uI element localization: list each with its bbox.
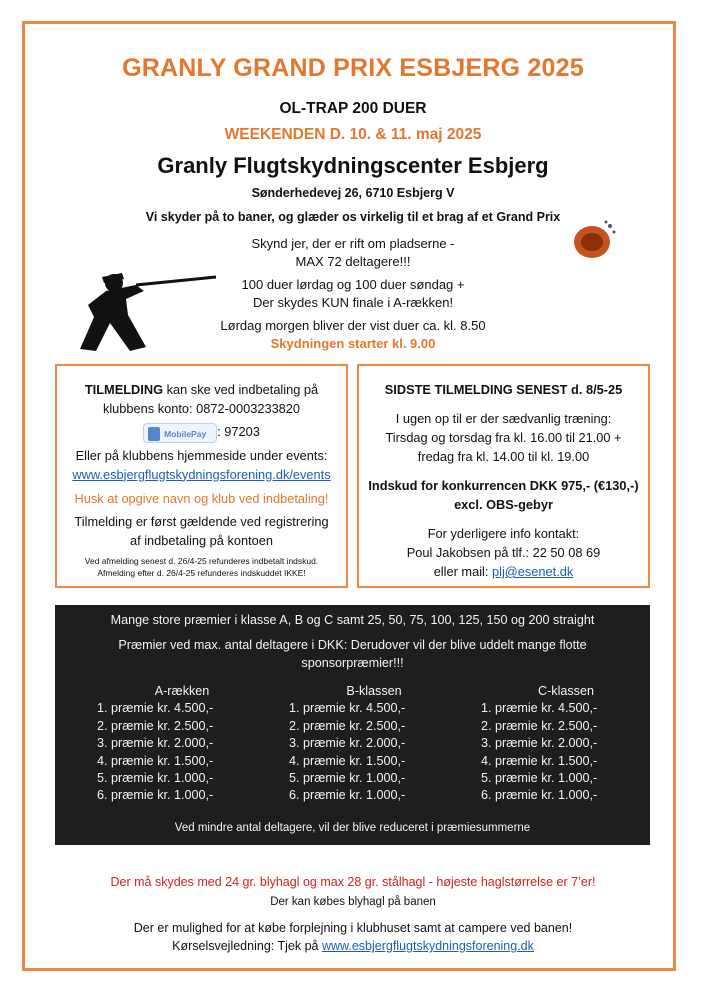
deadline-heading: SIDSTE TILMELDING SENEST d. 8/5-25 xyxy=(384,382,623,397)
training-line-2: Tirsdag og torsdag fra kl. 16.00 til 21.00 + xyxy=(385,430,622,445)
tagline: Vi skyder på to baner, og glæder os virkelig til et brag af et Grand Prix xyxy=(145,210,561,224)
mobilepay-logo xyxy=(143,423,217,443)
registration-line-1 xyxy=(57,380,346,399)
registration-text: kan ske ved indbetaling på xyxy=(163,382,319,397)
prize-row: 1. præmie kr. 4.500,- xyxy=(289,701,406,716)
prize-column-heading: B-klassen xyxy=(346,684,402,698)
intro-line-2: MAX 72 deltagere!!! xyxy=(295,254,411,269)
start-time: Skydningen starter kl. 9.00 xyxy=(270,336,436,351)
prize-row: 6. præmie kr. 1.000,- xyxy=(481,788,598,803)
prize-row: 3. præmie kr. 2.000,- xyxy=(289,736,406,751)
prize-row: 4. præmie kr. 1.500,- xyxy=(289,753,406,768)
registration-box xyxy=(55,364,348,588)
mobilepay-number: : 97203 xyxy=(217,424,260,439)
prize-row: 3. præmie kr. 2.000,- xyxy=(481,736,598,751)
contact-line-1: For yderligere info kontakt: xyxy=(427,526,580,541)
prize-row: 4. præmie kr. 1.500,- xyxy=(481,753,598,768)
prize-column-a xyxy=(97,683,247,805)
registration-valid-line-2: af indbetaling på kontoen xyxy=(129,532,273,548)
account-line: klubbens konto: 0872-0003233820 xyxy=(102,401,301,416)
page-title: GRANLY GRAND PRIX ESBJERG 2025 xyxy=(122,54,584,82)
prize-row: 5. præmie kr. 1.000,- xyxy=(289,771,406,786)
email-label: eller mail: xyxy=(433,564,492,579)
payment-note: Husk at opgive navn og klub ved indbetaling! xyxy=(74,490,329,506)
intro-line-5: Lørdag morgen bliver der vist duer ca. kl. 8.50 xyxy=(220,318,486,333)
registration-valid-line-1: Tilmelding er først gældende ved registrering xyxy=(74,513,329,529)
shot-warning: Der må skydes med 24 gr. blyhagl og max 28 gr. stålhagl - højeste haglstørrelse er 7’er! xyxy=(110,875,596,889)
contact-line-3 xyxy=(359,562,648,581)
directions-link[interactable]: www.esbjergflugtskydningsforening.dk xyxy=(321,939,534,953)
prize-row: 1. præmie kr. 4.500,- xyxy=(481,701,598,716)
directions-label: Kørselsvejledning: Tjek på xyxy=(172,939,322,953)
refund-note-1: Ved afmelding senest d. 26/4-25 refunderes indbetalt indskud. xyxy=(84,555,319,566)
intro-line-1: Skynd jer, der er rift om pladserne - xyxy=(251,236,455,251)
prize-row: 4. præmie kr. 1.500,- xyxy=(97,753,214,768)
prize-row: 2. præmie kr. 2.500,- xyxy=(289,718,406,733)
directions-line xyxy=(0,939,706,953)
prize-text-1: Præmier ved max. antal deltagere i DKK: Derudover vil der blive uddelt mange flotte xyxy=(118,638,587,652)
intro-line-4: Der skydes KUN finale i A-rækken! xyxy=(252,295,454,310)
food-camping-note: Der er mulighed for at købe forplejning i klubhuset samt at campere ved banen! xyxy=(133,921,573,935)
prize-panel xyxy=(55,605,650,845)
website-intro: Eller på klubbens hjemmeside under events: xyxy=(75,447,328,463)
prize-row: 2. præmie kr. 2.500,- xyxy=(481,718,598,733)
venue-address: Sønderhedevej 26, 6710 Esbjerg V xyxy=(251,186,455,200)
prize-row: 5. præmie kr. 1.000,- xyxy=(481,771,598,786)
prize-row: 3. præmie kr. 2.000,- xyxy=(97,736,214,751)
refund-note-2: Afmelding efter d. 26/4-25 refunderes indskuddet IKKE! xyxy=(97,567,306,578)
intro-line-3: 100 duer lørdag og 100 duer søndag + xyxy=(241,277,465,292)
prize-row: 1. præmie kr. 4.500,- xyxy=(97,701,214,716)
training-line-1: I ugen op til er der sædvanlig træning: xyxy=(395,411,612,426)
prize-row: 5. præmie kr. 1.000,- xyxy=(97,771,214,786)
contact-line-2: Poul Jakobsen på tlf.: 22 50 08 69 xyxy=(406,545,601,560)
fee-line-2: excl. OBS-gebyr xyxy=(454,497,553,512)
phone-icon xyxy=(148,427,160,441)
prize-column-heading: C-klassen xyxy=(538,684,594,698)
venue-name: Granly Flugtskydningscenter Esbjerg xyxy=(157,153,549,178)
event-dates: WEEKENDEN D. 10. & 11. maj 2025 xyxy=(224,126,482,143)
fee-line-1: Indskud for konkurrencen DKK 975,- (€130,-) xyxy=(368,478,639,493)
prize-footer: Ved mindre antal deltagere, vil der blive reduceret i præmiesummerne xyxy=(174,822,531,834)
prize-row: 6. præmie kr. 1.000,- xyxy=(289,788,406,803)
buy-shot-note: Der kan købes blyhagl på banen xyxy=(270,896,436,908)
prize-intro: Mange store præmier i klasse A, B og C samt 25, 50, 75, 100, 125, 150 og 200 straight xyxy=(110,613,595,627)
registration-heading: TILMELDING xyxy=(84,382,164,397)
event-subtitle: OL-TRAP 200 DUER xyxy=(279,100,427,117)
training-line-3: fredag fra kl. 14.00 til kl. 19.00 xyxy=(417,449,590,464)
prize-column-c xyxy=(481,683,631,805)
prize-text-2: sponsorpræmier!!! xyxy=(301,656,404,670)
mobilepay-line xyxy=(57,422,346,443)
events-link[interactable]: www.esbjergflugtskydningsforening.dk/events xyxy=(72,466,331,482)
email-link[interactable]: plj@esenet.dk xyxy=(492,564,574,579)
prize-column-b xyxy=(289,683,439,805)
prize-row: 6. præmie kr. 1.000,- xyxy=(97,788,214,803)
mobilepay-label: MobilePay xyxy=(164,428,207,439)
prize-column-heading: A-rækken xyxy=(154,684,210,698)
prize-row: 2. præmie kr. 2.500,- xyxy=(97,718,214,733)
deadline-box xyxy=(357,364,650,588)
